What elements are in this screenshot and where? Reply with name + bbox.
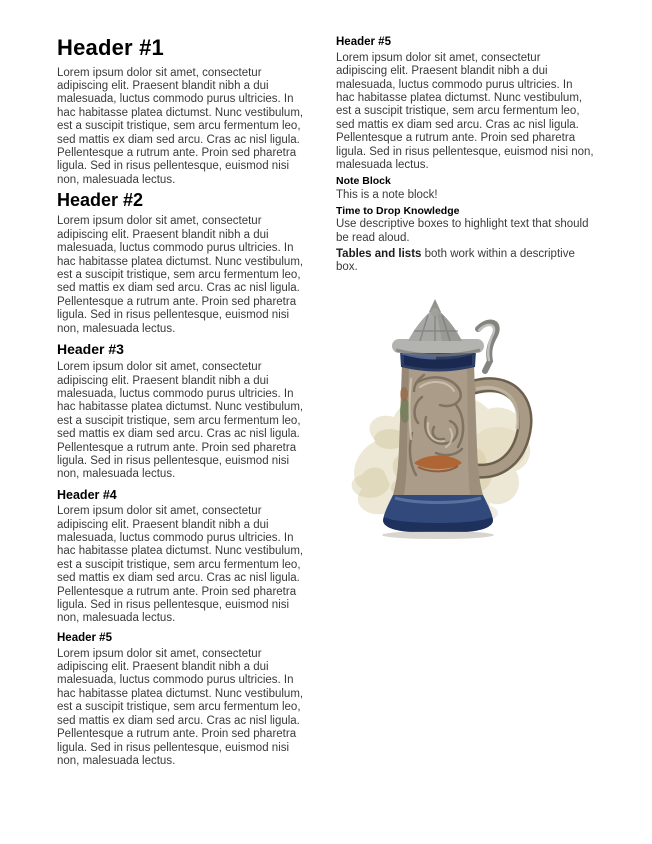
section-header-5 <box>57 632 308 768</box>
stein-foot-shadow <box>382 531 494 539</box>
knowledge-block-text-2 <box>336 248 594 275</box>
section-header-1 <box>57 36 308 187</box>
left-column <box>57 36 308 771</box>
stein-base <box>382 495 494 539</box>
right-column <box>336 36 594 771</box>
section-header-3 <box>57 341 308 482</box>
section-heading-h5: Header #5 <box>57 631 112 644</box>
note-block-text: This is a note block! <box>336 188 438 201</box>
section-header-5-right <box>336 36 594 172</box>
section-paragraph: Lorem ipsum dolor sit amet, consectetur adipiscing elit. Praesent blandit nibh a dui malesuada, luctus commodo purus ultricies. In hac habitasse platea dictumst. Nunc vestibulum, est a suscipit tristique, sem arcu fermentum leo, sed mattis ex diam sed arcu. Cras ac nisl ligula. Pellentesque a rutrum ante. Proin sed pharetra ligula. Sed in risus pellentesque, euismod nisi non, malesuada lectus. <box>57 66 304 186</box>
section-heading-h5: Header #5 <box>336 36 391 48</box>
stein-green-accent <box>400 399 410 423</box>
beer-stein-illustration <box>338 299 538 539</box>
section-heading-h3: Header #3 <box>57 341 124 358</box>
section-paragraph: Lorem ipsum dolor sit amet, consectetur adipiscing elit. Praesent blandit nibh a dui malesuada, luctus commodo purus ultricies. In hac habitasse platea dictumst. Nunc vestibulum, est a suscipit tristique, sem arcu fermentum leo, sed mattis ex diam sed arcu. Cras ac nisl ligula. Pellentesque a rutrum ante. Proin sed pharetra ligula. Sed in risus pellentesque, euismod nisi non, malesuada lectus. <box>57 505 304 625</box>
section-heading-h4: Header #4 <box>57 487 117 502</box>
section-paragraph: Lorem ipsum dolor sit amet, consectetur adipiscing elit. Praesent blandit nibh a dui malesuada, luctus commodo purus ultricies. In hac habitasse platea dictumst. Nunc vestibulum, est a suscipit tristique, sem arcu fermentum leo, sed mattis ex diam sed arcu. Cras ac nisl ligula. Pellentesque a rutrum ante. Proin sed pharetra ligula. Sed in risus pellentesque, euismod nisi non, malesuada lectus. <box>57 361 304 481</box>
section-header-2 <box>57 190 308 336</box>
knowledge-bold-lead: Tables and lists <box>336 247 422 260</box>
knowledge-block-heading: Time to Drop Knowledge <box>336 204 460 217</box>
section-paragraph: Lorem ipsum dolor sit amet, consectetur adipiscing elit. Praesent blandit nibh a dui malesuada, luctus commodo purus ultricies. In hac habitasse platea dictumst. Nunc vestibulum, est a suscipit tristique, sem arcu fermentum leo, sed mattis ex diam sed arcu. Cras ac nisl ligula. Pellentesque a rutrum ante. Proin sed pharetra ligula. Sed in risus pellentesque, euismod nisi non, malesuada lectus. <box>57 647 304 767</box>
section-paragraph: Lorem ipsum dolor sit amet, consectetur adipiscing elit. Praesent blandit nibh a dui malesuada, luctus commodo purus ultricies. In hac habitasse platea dictumst. Nunc vestibulum, est a suscipit tristique, sem arcu fermentum leo, sed mattis ex diam sed arcu. Cras ac nisl ligula. Pellentesque a rutrum ante. Proin sed pharetra ligula. Sed in risus pellentesque, euismod nisi non, malesuada lectus. <box>57 215 304 335</box>
stein-lid <box>392 299 484 355</box>
section-heading-h1: Header #1 <box>57 35 164 60</box>
note-block-heading: Note Block <box>336 175 391 188</box>
section-header-4 <box>57 488 308 626</box>
section-heading-h2: Header #2 <box>57 190 144 211</box>
stein-body <box>393 365 483 495</box>
section-paragraph: Lorem ipsum dolor sit amet, consectetur adipiscing elit. Praesent blandit nibh a dui malesuada, luctus commodo purus ultricies. In hac habitasse platea dictumst. Nunc vestibulum, est a suscipit tristique, sem arcu fermentum leo, sed mattis ex diam sed arcu. Cras ac nisl ligula. Pellentesque a rutrum ante. Proin sed pharetra ligula. Sed in risus pellentesque, euismod nisi non, malesuada lectus. <box>336 51 594 172</box>
knowledge-block-text: Use descriptive boxes to highlight text that should be read aloud. <box>336 218 589 244</box>
knowledge-rest: both work within a descriptive box. <box>336 247 575 274</box>
